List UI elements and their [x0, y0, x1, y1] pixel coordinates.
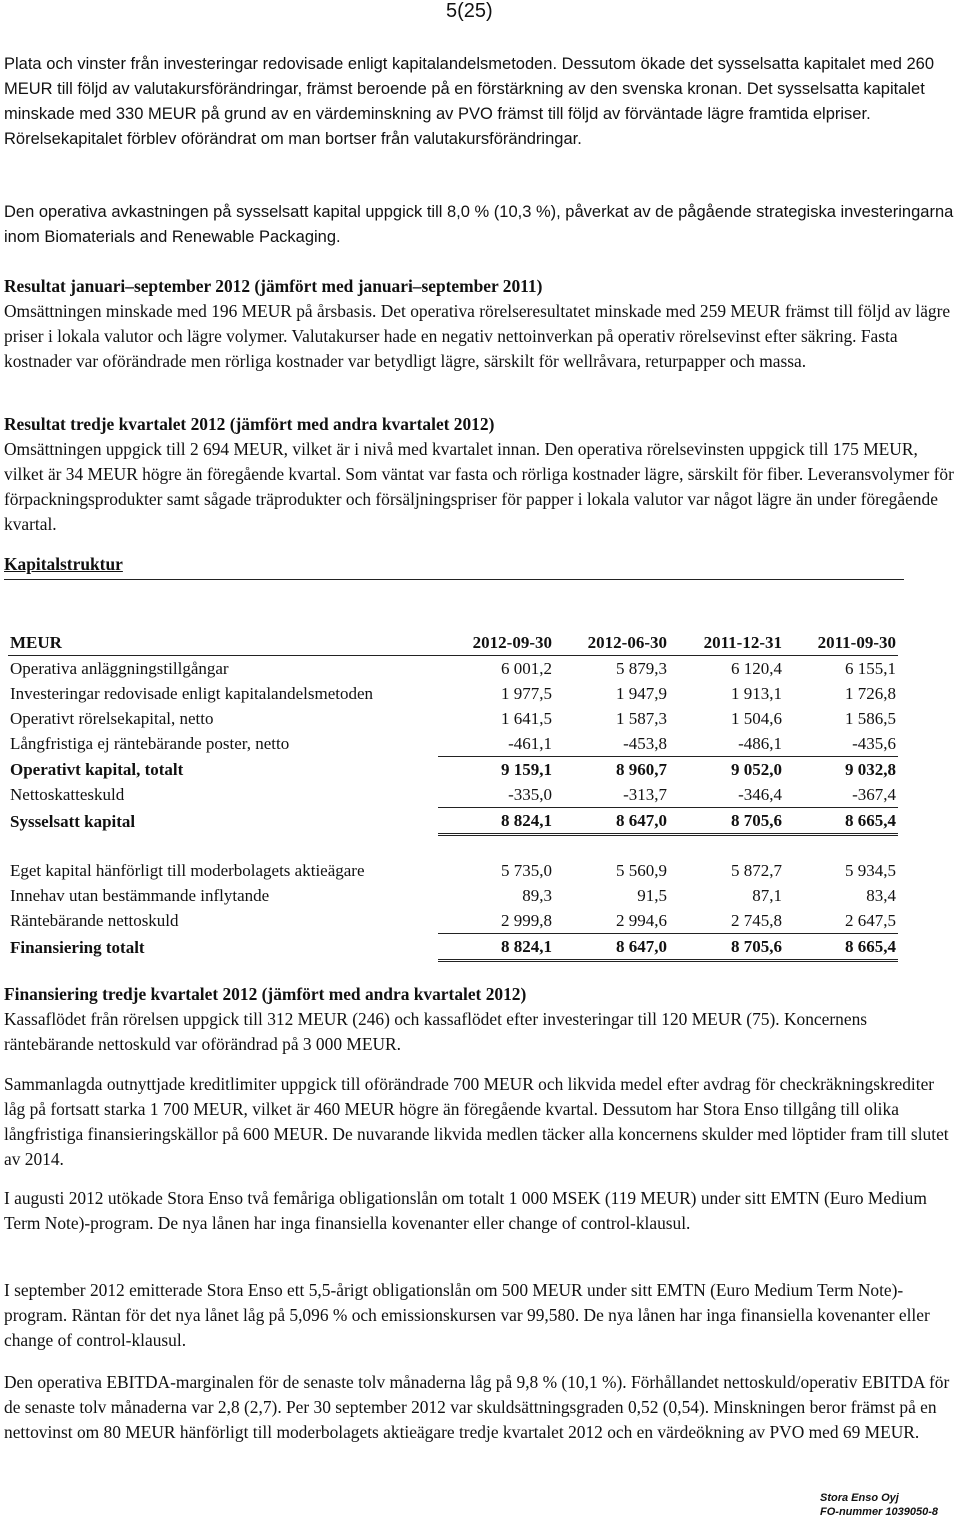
row-label: Operativt rörelsekapital, netto [10, 709, 214, 728]
cell-value: 1 726,8 [845, 684, 896, 703]
cell-value: 5 934,5 [845, 861, 896, 880]
table-row [8, 908, 898, 934]
cell-value: -335,0 [508, 785, 552, 804]
cell-value: -367,4 [852, 785, 896, 804]
cell-value: 5 879,3 [616, 659, 667, 678]
table-row-total [8, 757, 898, 783]
row-label: Nettoskatteskuld [10, 785, 125, 805]
cell-value: 1 504,6 [731, 709, 782, 728]
header-cell-date: 2012-06-30 [554, 630, 669, 656]
august-bond-paragraph: I augusti 2012 utökade Stora Enso två femåriga obligationslån om totalt 1 000 MSEK (119 MEUR) under sitt EMTN (Euro Medium Term Note)-program. De nya lånen har inga finansiella kovenanter eller change of control-klausul. [4, 1188, 927, 1233]
table-row [8, 858, 898, 883]
row-label: Sysselsatt kapital [10, 811, 136, 831]
cell-value: 8 960,7 [554, 757, 669, 783]
cell-value: -486,1 [738, 734, 782, 753]
cell-value: 5 872,7 [731, 861, 782, 880]
cell-value: 9 052,0 [669, 757, 784, 783]
result-q3-heading: Resultat tredje kvartalet 2012 (jämfört med andra kvartalet 2012) [4, 414, 495, 434]
cell-value: 2 647,5 [845, 911, 896, 930]
cell-value: 6 001,2 [501, 659, 552, 678]
footer [820, 1491, 938, 1519]
cell-value: 83,4 [866, 886, 896, 905]
header-cell-meur: MEUR [8, 630, 438, 656]
result-jan-sep-text: Omsättningen minskade med 196 MEUR på årsbasis. Det operativa rörelseresultatet minskade med 259 MEUR främst till följd av lägre priser i lokala valutor och lägre volymer. Valutakurser hade en negativ nettoinverkan på operativ rörelsevinst efter säkring. Fasta kostnader var oförändrade men rörliga kostnader var betydligt lägre, särskilt för wellråvara, returpapper och massa. [4, 301, 951, 371]
result-q3-text: Omsättningen uppgick till 2 694 MEUR, vilket är i nivå med kvartalet innan. Den operativa rörelsevinsten uppgick till 175 MEUR, vilket är 34 MEUR högre än föregående kvartal. Som väntat var fasta och rörliga kostnader lägre, särskilt för fiber. Leveransvolymer för förpackningsprodukter samt sågade träprodukter och försäljningspriser för papper i lokala valutor var något lägre än under föregående kvartal. [4, 439, 954, 534]
cell-value: 2 745,8 [731, 911, 782, 930]
ebitda-paragraph: Den operativa EBITDA-marginalen för de senaste tolv månaderna låg på 9,8 % (10,1 %). Förhållandet nettoskuld/operativ EBITDA för de senaste tolv månaderna var 2,8 (2,7). Per 30 september 2012 var skuldsättningsgraden 0,52 (0,54). Minskningen beror främst på en nettovinst om 80 MEUR hänförligt till moderbolagets aktieägare tredje kvartalet 2012 och en värdeökning av PVO med 69 MEUR. [4, 1372, 950, 1442]
capital-structure-title: Kapitalstruktur [4, 554, 123, 574]
table-row [8, 656, 898, 682]
cell-value: 8 665,4 [784, 808, 898, 835]
page-number: 5(25) [446, 0, 493, 22]
table-row [8, 731, 898, 757]
row-label: Innehav utan bestämmande inflytande [10, 886, 270, 905]
capital-structure-title-row [4, 552, 904, 580]
row-label: Finansiering totalt [10, 937, 145, 957]
cell-value: -453,8 [623, 734, 667, 753]
row-label: Räntebärande nettoskuld [10, 911, 179, 931]
cell-value: 9 032,8 [784, 757, 898, 783]
cell-value: 8 665,4 [784, 934, 898, 961]
cell-value: 1 641,5 [501, 709, 552, 728]
footer-company: Stora Enso Oyj [820, 1492, 899, 1504]
footer-reg-number: FO-nummer 1039050-8 [820, 1506, 938, 1518]
table-row [8, 681, 898, 706]
cell-value: 2 994,6 [616, 911, 667, 930]
table-row [8, 883, 898, 908]
header-cell-date: 2011-12-31 [669, 630, 784, 656]
table-row [8, 782, 898, 808]
financing-q3-heading: Finansiering tredje kvartalet 2012 (jämfört med andra kvartalet 2012) [4, 984, 527, 1004]
table-row-total [8, 808, 898, 835]
cell-value: 5 735,0 [501, 861, 552, 880]
header-cell-date: 2012-09-30 [438, 630, 554, 656]
cell-value: 8 647,0 [554, 808, 669, 835]
cell-value: 1 587,3 [616, 709, 667, 728]
intro-paragraph: Plata och vinster från investeringar redovisade enligt kapitalandelsmetoden. Dessutom ökade det sysselsatta kapitalet med 260 MEUR till följd av valutakursförändringar, främst beroende på en förstärkning av den svenska kronan. Det sysselsatta kapitalet minskade med 330 MEUR på grund av en värdeminskning av PVO främst till följd av förväntade lägre framtida elpriser. Rörelsekapitalet förblev oförändrat om man bortser från valutakursförändringar. [4, 55, 935, 148]
header-cell-date: 2011-09-30 [784, 630, 898, 656]
financing-q3-section [4, 982, 956, 1057]
cell-value: 9 159,1 [438, 757, 554, 783]
cell-value: 1 947,9 [616, 684, 667, 703]
row-label: Eget kapital hänförligt till moderbolagets aktieägare [10, 861, 365, 880]
row-label: Investeringar redovisade enligt kapitalandelsmetoden [10, 684, 374, 703]
cell-value: 6 120,4 [731, 659, 782, 678]
cell-value: 2 999,8 [501, 911, 552, 930]
capital-structure-table [8, 630, 898, 836]
result-jan-sep-section [4, 274, 956, 374]
financing-q3-text: Kassaflödet från rörelsen uppgick till 312 MEUR (246) och kassaflödet efter investeringar till 120 MEUR (75). Koncernens räntebärande nettoskuld var oförändrad på 3 000 MEUR. [4, 1009, 868, 1054]
cell-value: 87,1 [752, 886, 782, 905]
cell-value: 1 977,5 [501, 684, 552, 703]
result-jan-sep-heading: Resultat januari–september 2012 (jämfört med januari–september 2011) [4, 276, 543, 296]
september-bond-paragraph: I september 2012 emitterade Stora Enso ett 5,5-årigt obligationslån om 500 MEUR under sitt EMTN (Euro Medium Term Note)-program. Räntan för det nya lånet låg på 5,096 % och emissionskursen var 99,580. De nya lånen har inga finansiella kovenanter eller change of control-klausul. [4, 1280, 930, 1350]
cell-value: 6 155,1 [845, 659, 896, 678]
result-q3-section [4, 412, 956, 537]
cell-value: 1 586,5 [845, 709, 896, 728]
table-row-total [8, 934, 898, 961]
cell-value: 8 705,6 [669, 934, 784, 961]
cell-value: 89,3 [522, 886, 552, 905]
cell-value: 5 560,9 [616, 861, 667, 880]
row-label: Långfristiga ej räntebärande poster, netto [10, 734, 290, 754]
cell-value: -461,1 [508, 734, 552, 753]
financing-table [8, 858, 898, 962]
cell-value: 1 913,1 [731, 684, 782, 703]
row-label: Operativa anläggningstillgångar [10, 659, 229, 678]
cell-value: 8 824,1 [438, 934, 554, 961]
credit-limits-paragraph: Sammanlagda outnyttjade kreditlimiter uppgick till oförändrade 700 MEUR och likvida medel efter avdrag för checkräkningskrediter låg på fortsatt starka 1 700 MEUR, vilket är 460 MEUR högre än föregående kvartal. Dessutom har Stora Enso tillgång till olika långfristiga finansieringskällor på 600 MEUR. De nuvarande likvida medlen täcker alla koncernens skulder med löptider fram till slutet av 2014. [4, 1074, 949, 1169]
cell-value: 8 647,0 [554, 934, 669, 961]
cell-value: 91,5 [637, 886, 667, 905]
cell-value: -313,7 [623, 785, 667, 804]
cell-value: -435,6 [852, 734, 896, 753]
cell-value: 8 824,1 [438, 808, 554, 835]
cell-value: -346,4 [738, 785, 782, 804]
operative-return-paragraph: Den operativa avkastningen på sysselsatt kapital uppgick till 8,0 % (10,3 %), påverkat av de pågående strategiska investeringarna inom Biomaterials and Renewable Packaging. [4, 203, 954, 246]
row-label: Operativt kapital, totalt [10, 759, 184, 779]
table-header-row [8, 630, 898, 656]
cell-value: 8 705,6 [669, 808, 784, 835]
table-row [8, 706, 898, 731]
